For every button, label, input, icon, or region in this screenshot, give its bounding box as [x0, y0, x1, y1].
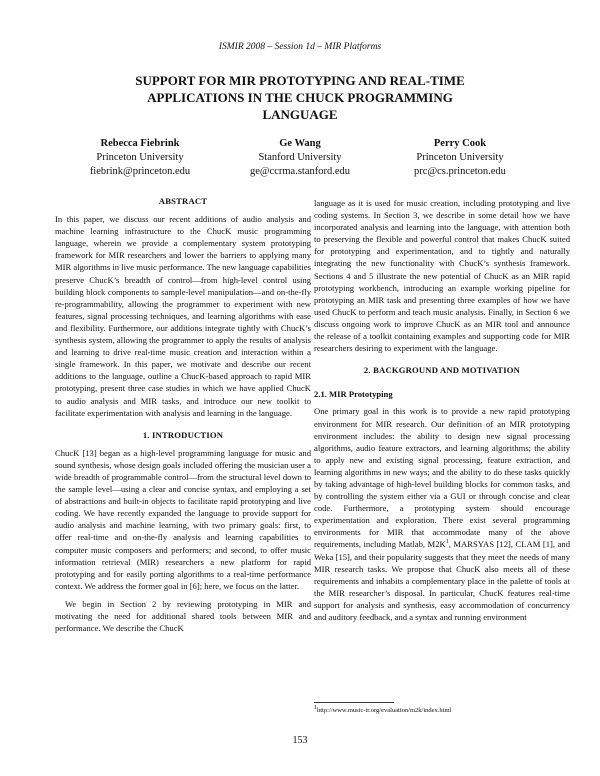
footnote-divider — [314, 702, 394, 703]
abstract-text: In this paper, we discuss our recent additions of audio analysis and machine learning infrastructure to the ChucK music programming language, wherein we provide a complementary system prototyping framework for MIR researchers and lower the barriers to applying many MIR algorithms in live music performance. The new language capabilities preserve ChucK’s breadth of control—from high-level control using building block components to sample-level manipulation—and on-the-fly re-programmability, allowing the programmer to experiment with new features, signal processing techniques, and learning algorithms with ease and flexibility. Furthermore, our additions integrate tightly with ChucK’s synthesis system, allowing the programmer to apply the results of analysis and learning to drive real-time music creation and interaction within a single framework. In this paper, we motivate and describe our recent additions to the language, outline a ChucK-based approach to rapid MIR prototyping, present three case studies in which we have applied ChucK to audio analysis and MIR tasks, and introduce our new toolkit to facilitate experimentation with analysis and learning in the language. — [55, 214, 311, 418]
author-affiliation: Princeton University — [416, 152, 504, 163]
abstract-heading: ABSTRACT — [158, 196, 208, 206]
intro-paragraph-1: ChucK [13] began as a high-level programming language for music and sound synthesis, whose design goals included offering the musician user a wide breadth of programmable control—from the structural level down to the sample level—using a clear and concise syntax, and employing a set of abstractions and built-in objects to facilitate rapid prototyping and live coding. We have recently expanded the language to provide support for audio analysis and machine learning, with two primary goals: first, to offer real-time and on-the-fly analysis and learning capabilities to computer music composers and performers; and second, to offer music information retrieval (MIR) researchers a new platform for rapid prototyping and for easily porting algorithms to a real-time performance context. We address the former goal in [6]; here, we focus on the latter. — [55, 447, 311, 591]
title-line-1: SUPPORT FOR MIR PROTOTYPING AND REAL-TIME — [135, 73, 465, 88]
author-email: prc@cs.princeton.edu — [414, 166, 506, 177]
intro-paragraph-2: We begin in Section 2 by reviewing prototyping in MIR and motivating the need for additional shared tools between MIR and performance. We describe the ChucK — [55, 598, 311, 634]
author-email: ge@ccrma.stanford.edu — [249, 166, 351, 177]
paper-title — [90, 72, 510, 123]
intro-paragraph-continued: language as it is used for music creation, including prototyping and live coding systems. In Section 3, we describe in some detail how we have incorporated analysis and learning into the language, with attention both to preserving the flexible and powerful control that makes ChucK suited for prototyping and experimentation, and to tightly and naturally integrating the new functionality with ChucK’s synthesis framework. Sections 4 and 5 illustrate the new potential of ChucK as an MIR rapid prototyping workbench, introducing an example working pipeline for prototyping an MIR task and presenting three examples of how we have used ChucK to perform and teach music analysis. Finally, in Section 6 we discuss ongoing work to improve ChucK as an MIR tool and announce the release of a toolkit containing examples and supporting code for MIR researchers desiring to experiment with the language. — [314, 198, 570, 354]
right-column — [314, 197, 570, 629]
author-affiliation: Princeton University — [96, 152, 184, 163]
author-affiliation: Stanford University — [258, 152, 342, 163]
footnote-marker: 1 — [314, 704, 317, 711]
mir-paragraph-part-1: One primary goal in this work is to provide a new rapid prototyping environment for MIR research. Our definition of an MIR prototyping environment includes: the ability to design new signal processing algorithms, audio feature extractors, and learning algorithms; the ability to apply new and existing signal processing, feature extraction, and learning algorithms in new ways; and the ability to do these tasks quickly by taking advantage of high-level building blocks for common tasks, and by controlling the system either via a GUI or through concise and clear code. Furthermore, a prototyping system should encourage experimentation and exploration. There exist several programming environments for MIR that accommodate many of the above requirements, including Matlab, M2K — [314, 406, 570, 550]
running-head: ISMIR 2008 – Session 1d – MIR Platforms — [218, 42, 382, 52]
footnote-reference[interactable]: 1 — [445, 539, 449, 546]
footnote — [314, 706, 570, 715]
title-line-2: APPLICATIONS IN THE CHUCK PROGRAMMING — [147, 90, 453, 105]
background-heading: 2. BACKGROUND AND MOTIVATION — [363, 365, 521, 376]
page-number: 153 — [292, 735, 308, 746]
author-1 — [60, 137, 220, 179]
author-block — [60, 137, 540, 185]
introduction-heading: 1. INTRODUCTION — [142, 429, 224, 440]
author-name: Ge Wang — [279, 138, 321, 149]
mir-prototyping-paragraph — [314, 405, 570, 623]
footnote-url[interactable]: http://www.music-ir.org/evaluation/m2k/index.html — [317, 707, 452, 714]
author-email: fiebrink@princeton.edu — [89, 166, 191, 177]
mir-paragraph-part-2: , MARSYAS [12], CLAM [1], and Weka [15], and their popularity suggests that they meet the needs of many MIR research tasks. We propose that ChucK also meets all of these requirements and inhabits a complementary place in the palette of tools at the MIR researcher’s disposal. In particular, ChucK features real-time support for analysis and synthesis, easy accommodation of concurrency and auditory feedback, and a syntax and running environment — [314, 539, 571, 622]
title-line-3: LANGUAGE — [262, 107, 338, 122]
author-name: Rebecca Fiebrink — [100, 138, 180, 149]
author-2 — [220, 137, 380, 179]
left-column — [55, 195, 311, 640]
author-3 — [380, 137, 540, 179]
author-name: Perry Cook — [433, 138, 487, 149]
mir-prototyping-subheading: 2.1. MIR Prototyping — [314, 389, 393, 400]
